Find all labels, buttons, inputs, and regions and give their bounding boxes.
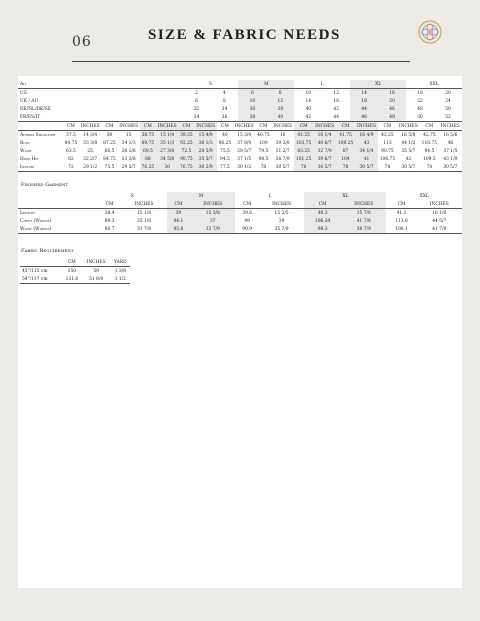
measurement-value: 30 5/7: [271, 163, 294, 172]
measurement-value: 78: [256, 163, 271, 172]
unit-header: CM: [235, 200, 258, 209]
unit-header: CM: [420, 122, 439, 131]
measurement-value: 34 1/3: [121, 140, 136, 146]
garment-row: [18, 217, 462, 225]
unit-header: CM: [336, 122, 355, 131]
size-value: 52: [434, 113, 462, 122]
measurement-value: 38: [106, 132, 113, 138]
garment-value: 41.1: [396, 210, 407, 216]
fabric-row: [20, 275, 130, 284]
garment-value: 106.1: [386, 225, 416, 234]
measurement-value: 32 7/9: [313, 147, 336, 155]
size-row: [18, 97, 462, 105]
size-value: 10: [238, 97, 266, 105]
size-value: 46: [378, 105, 406, 113]
measurement-value: 34 1/4: [355, 147, 378, 155]
garment-value: 90.9: [235, 225, 258, 234]
garment-row: [18, 225, 462, 234]
size-chart-sheet: [18, 76, 462, 588]
measurement-value: 92.25: [180, 140, 193, 146]
row-label: Inseam: [18, 163, 63, 172]
measurement-value: 34 5/8: [156, 155, 179, 163]
measurement-value: 41.75: [336, 131, 355, 140]
measurement-value: 116.75: [421, 140, 438, 146]
row-label: US: [20, 90, 27, 96]
measurement-value: 28 5/9: [194, 147, 217, 155]
measurement-value: 84.75: [103, 156, 116, 162]
garment-value: 80.7: [98, 225, 121, 234]
row-label: 54"/137 cm: [20, 275, 62, 284]
garment-value: 16 1/6: [432, 210, 447, 216]
measurement-value: 104: [336, 155, 355, 163]
garment-value: 39: [278, 218, 285, 224]
garment-value: 89.3: [104, 218, 115, 224]
garment-value: 94.1: [167, 217, 190, 225]
row-label: Bust: [20, 140, 30, 146]
size-value: 50: [445, 106, 451, 112]
fabric-value: 1 1/2: [111, 275, 130, 284]
fabric-value: 1 3/8: [114, 268, 126, 274]
page-number: 06: [72, 34, 92, 50]
unit-header: CM: [386, 200, 416, 209]
measurement-value: 35 1/3: [156, 139, 179, 147]
measurement-value: 43 1/9: [443, 156, 458, 162]
size-header: S: [130, 193, 134, 199]
measurement-value: 83.25: [294, 147, 313, 155]
garment-value: 31 7/9: [121, 225, 166, 234]
measurement-value: 84.75: [64, 140, 78, 146]
size-value: 34: [183, 113, 211, 122]
unit-header: INCHES: [194, 122, 217, 131]
size-value: 32: [193, 106, 200, 112]
measurement-row: [18, 147, 462, 155]
row-label: FR/ES/IT: [18, 113, 183, 122]
size-value: 18: [350, 97, 378, 105]
row-label: UK / AU: [20, 98, 39, 104]
measurement-value: 37 1/5: [237, 156, 252, 162]
size-value: 38: [238, 113, 266, 122]
unit-header-spacer: [18, 122, 63, 131]
measurement-value: 29 5/7: [117, 163, 140, 172]
unit-header: INCHES: [233, 122, 256, 131]
measurement-value: 32 2/7: [83, 156, 98, 162]
page-title: SIZE & FABRIC NEEDS: [148, 27, 341, 43]
size-header: M: [167, 192, 236, 200]
unit-header: CM: [98, 200, 121, 209]
size-value: 44: [322, 113, 350, 122]
garment-row: [18, 209, 462, 218]
measurement-value: 30 5/7: [397, 163, 420, 172]
measurement-value: 15: [125, 132, 132, 138]
measurement-value: 109.5: [423, 156, 436, 162]
measurement-value: 103.75: [295, 140, 312, 146]
measurement-value: 38 7/9: [275, 156, 290, 162]
unit-header: INCHES: [190, 200, 235, 209]
size-value: 14: [305, 98, 312, 104]
size-value: 48: [417, 106, 423, 112]
measurement-value: 30 5/7: [313, 163, 336, 172]
size-value: 50: [406, 113, 434, 122]
fabric-value: 150: [67, 268, 77, 274]
fabric-value: 59: [93, 268, 99, 274]
unit-header: CM: [304, 200, 341, 209]
fabric-value: 131.8: [62, 275, 81, 284]
unit-header: YARD: [111, 258, 130, 267]
size-value: 20: [445, 90, 451, 96]
size-value: 38: [266, 105, 294, 113]
garment-value: 33 7/9: [190, 225, 235, 234]
size-value: 40: [266, 113, 294, 122]
measurement-value: 90.75: [180, 156, 193, 162]
measurement-row: [18, 155, 462, 163]
measurement-value: 40: [222, 132, 228, 138]
unit-header: INCHES: [156, 122, 179, 131]
measurement-value: 42.75: [423, 132, 436, 138]
size-header: L: [294, 80, 350, 89]
measurement-value: 16 4/9: [355, 131, 378, 140]
garment-value: 39.6: [242, 210, 253, 216]
measurement-value: 113: [383, 140, 392, 146]
measurement-value: 29 5/7: [237, 148, 252, 154]
garment-value: 41 7/9: [417, 225, 462, 234]
measurement-value: 100: [259, 140, 268, 146]
size-header: L: [268, 193, 272, 199]
fabric-requirement-heading: Fabric Requirement: [21, 248, 74, 254]
measurement-value: 35 5/7: [194, 155, 217, 163]
row-label: High Hip: [20, 156, 39, 162]
unit-header: INCHES: [259, 200, 304, 209]
unit-header: INCHES: [79, 122, 102, 131]
size-row: [18, 105, 462, 113]
size-value: 16: [378, 89, 406, 98]
size-header: S: [183, 80, 239, 89]
measurement-value: 87: [336, 147, 355, 155]
size-row: [18, 89, 462, 98]
size-value: 48: [378, 113, 406, 122]
row-label: DE/NL/DK/SE: [20, 106, 51, 112]
size-value: 36: [238, 105, 266, 113]
measurement-value: 31 2/7: [275, 148, 290, 154]
garment-value: 85.8: [167, 225, 190, 234]
unit-header: INCHES: [417, 200, 462, 209]
size-value: 2: [195, 90, 198, 96]
garment-value: 35 1/6: [136, 218, 152, 224]
measurement-value: 77.5: [217, 163, 232, 172]
unit-header-spacer: [18, 200, 98, 209]
unit-header: INCHES: [439, 122, 462, 131]
garment-value: 38.4: [104, 210, 115, 216]
measurement-value: 69.5: [140, 147, 155, 155]
measurement-value: 42.25: [381, 132, 394, 138]
measurement-value: 72: [63, 163, 78, 172]
garment-value: 98.3: [304, 225, 341, 234]
unit-header: CM: [378, 122, 397, 131]
size-value: 16: [333, 98, 339, 104]
unit-header: CM: [179, 122, 194, 131]
measurement-value: 87.25: [103, 140, 116, 146]
unit-header-spacer: [20, 258, 62, 267]
size-chart-table: [18, 80, 462, 122]
measurement-value: 40 6/7: [313, 139, 336, 147]
measurement-value: 30: [156, 163, 179, 172]
size-value: 12: [333, 90, 339, 96]
measurement-row: [18, 163, 462, 172]
measurement-value: 88: [140, 155, 155, 163]
measurement-value: 41.25: [294, 131, 313, 140]
measurement-value: 89.75: [141, 140, 155, 146]
unit-header: INCHES: [117, 122, 140, 131]
size-header-spacer: [18, 192, 98, 200]
unit-header: CM: [62, 258, 81, 267]
garment-value: 15 1/8: [136, 210, 152, 216]
measurement-value: 41: [355, 155, 378, 163]
measurement-value: 101.25: [295, 156, 312, 162]
garment-value: 15 3/5: [274, 210, 289, 216]
measurement-value: 15 3/4: [237, 132, 252, 138]
measurement-value: 39 6/7: [313, 155, 336, 163]
garment-value: 15 3/8: [190, 209, 235, 218]
unit-header: CM: [140, 122, 155, 131]
measurement-value: 79.5: [258, 148, 269, 154]
size-header: XXL: [419, 193, 429, 199]
measurement-value: 16 5/8: [401, 132, 416, 138]
fabric-requirement-table: [20, 258, 130, 284]
measurement-value: 44 1/2: [401, 140, 416, 146]
unit-header: INCHES: [313, 122, 336, 131]
garment-value: 35 7/9: [259, 225, 304, 234]
measurement-value: 66.5: [104, 148, 115, 154]
row-label: Across Shoulder: [20, 132, 56, 138]
row-label: All: [18, 80, 183, 89]
size-value: 44: [350, 105, 378, 113]
unit-header: CM: [63, 122, 78, 131]
measurement-value: 16 1/4: [313, 131, 336, 140]
size-value: 8: [266, 89, 294, 98]
measurement-value: 40.75: [257, 132, 270, 138]
measurement-value: 63.5: [66, 148, 76, 154]
size-value: 24: [445, 98, 451, 104]
measurement-value: 109.25: [337, 140, 354, 146]
row-label: 45"/115 cm: [22, 268, 48, 274]
measurement-value: 14 3/4: [83, 132, 98, 138]
size-value: 6: [238, 89, 266, 98]
size-value: 12: [266, 97, 294, 105]
unit-header: INCHES: [397, 122, 420, 131]
size-header: XXL: [406, 80, 462, 89]
size-value: 8: [223, 98, 226, 104]
measurement-value: 38.75: [141, 132, 155, 138]
measurement-value: 106.75: [379, 156, 396, 162]
unit-header: INCHES: [355, 122, 378, 131]
measurement-value: 27 3/8: [156, 147, 179, 155]
measurement-value: 37 8/9: [237, 140, 252, 146]
measurement-value: 15 1/4: [156, 131, 179, 140]
measurement-value: 75.5: [220, 148, 230, 154]
measurement-value: 75.5: [102, 163, 117, 172]
measurement-value: 78: [336, 163, 355, 172]
measurement-value: 30 5/7: [355, 163, 378, 172]
measurement-value: 90.75: [381, 148, 394, 154]
unit-header: INCHES: [341, 200, 386, 209]
unit-header: CM: [256, 122, 271, 131]
measurement-value: 37 1/5: [443, 148, 458, 154]
row-label: Chest (Widest): [20, 218, 52, 224]
unit-header: INCHES: [271, 122, 294, 131]
measurement-value: 30 2/9: [194, 163, 217, 172]
measurement-value: 42: [405, 156, 412, 162]
measurement-value: 36 1/3: [194, 139, 217, 147]
unit-header: CM: [102, 122, 117, 131]
unit-header: CM: [217, 122, 232, 131]
size-value: 36: [210, 113, 238, 122]
garment-value: 113.6: [395, 218, 408, 224]
row-label: Length: [20, 210, 35, 216]
size-value: 6: [195, 98, 198, 104]
measurement-value: 78: [378, 163, 397, 172]
measurement-value: 39 3/8: [275, 140, 290, 146]
unit-header: CM: [294, 122, 313, 131]
measurement-value: 78: [420, 163, 439, 172]
measurement-value: 30 5/7: [439, 163, 462, 172]
measurement-value: 96.25: [218, 140, 232, 146]
measurement-value: 33 3/8: [121, 156, 136, 162]
size-value: 18: [417, 90, 423, 96]
measurement-value: 43: [355, 139, 378, 147]
size-value: 20: [378, 97, 406, 105]
body-measurements-table: [18, 122, 462, 172]
fabric-row: [20, 267, 130, 276]
size-value: 42: [294, 113, 322, 122]
measurement-value: 30 1/2: [233, 163, 256, 172]
measurement-value: 98.5: [258, 156, 269, 162]
title-rule: [72, 61, 410, 62]
unit-header: CM: [167, 200, 190, 209]
measurement-value: 46: [447, 140, 454, 146]
garment-value: 40.3: [304, 209, 341, 218]
fabric-value: 51 8/9: [82, 275, 111, 284]
size-header: XL: [304, 192, 386, 200]
measurement-value: 35 5/7: [401, 148, 416, 154]
mandala-logo: [417, 19, 443, 45]
finished-garment-table: [18, 192, 462, 234]
size-value: 42: [333, 106, 339, 112]
measurement-value: 25: [87, 148, 93, 154]
garment-value: 39: [167, 209, 190, 218]
garment-value: 99: [244, 218, 250, 224]
measurement-row: [18, 131, 462, 140]
garment-value: 44 5/7: [432, 218, 447, 224]
garment-value: 38 7/9: [341, 225, 386, 234]
finished-garment-heading: Finished Garment: [21, 182, 69, 188]
size-value: 34: [221, 106, 228, 112]
size-value: 40: [305, 106, 312, 112]
measurement-value: 72.5: [179, 147, 194, 155]
measurement-value: 76.75: [180, 164, 193, 170]
size-header: XL: [350, 80, 406, 89]
unit-header: INCHES: [121, 200, 166, 209]
measurement-value: 33 3/8: [83, 140, 98, 146]
size-value: 22: [417, 98, 423, 104]
size-value: 10: [305, 90, 312, 96]
row-label: Waist (Widest): [18, 225, 98, 234]
measurement-value: 82: [68, 156, 74, 162]
size-row: [18, 113, 462, 122]
measurement-value: 16: [279, 132, 286, 138]
garment-value: 15 7/8: [341, 209, 386, 218]
measurement-value: 94.5: [424, 148, 435, 154]
size-header: M: [238, 80, 294, 89]
size-value: 4: [223, 90, 226, 96]
garment-value: 41 7/8: [341, 217, 386, 225]
measurement-value: 26 1/6: [121, 148, 136, 154]
measurement-value: 76.25: [141, 164, 155, 170]
measurement-row: [18, 139, 462, 147]
measurement-value: 94.5: [220, 156, 230, 162]
measurement-value: 78: [294, 163, 313, 172]
measurement-value: 15 4/9: [194, 131, 217, 140]
garment-value: 106.34: [304, 217, 341, 225]
row-label: Waist: [20, 148, 32, 154]
garment-value: 37: [190, 217, 235, 225]
measurement-value: 16 5/6: [443, 132, 458, 138]
measurement-value: 37.5: [66, 132, 76, 138]
measurement-value: 29 1/2: [79, 163, 102, 172]
measurement-value: 39.25: [180, 132, 193, 138]
size-value: 46: [350, 113, 378, 122]
unit-header: INCHES: [82, 258, 111, 267]
size-value: 14: [350, 89, 378, 98]
